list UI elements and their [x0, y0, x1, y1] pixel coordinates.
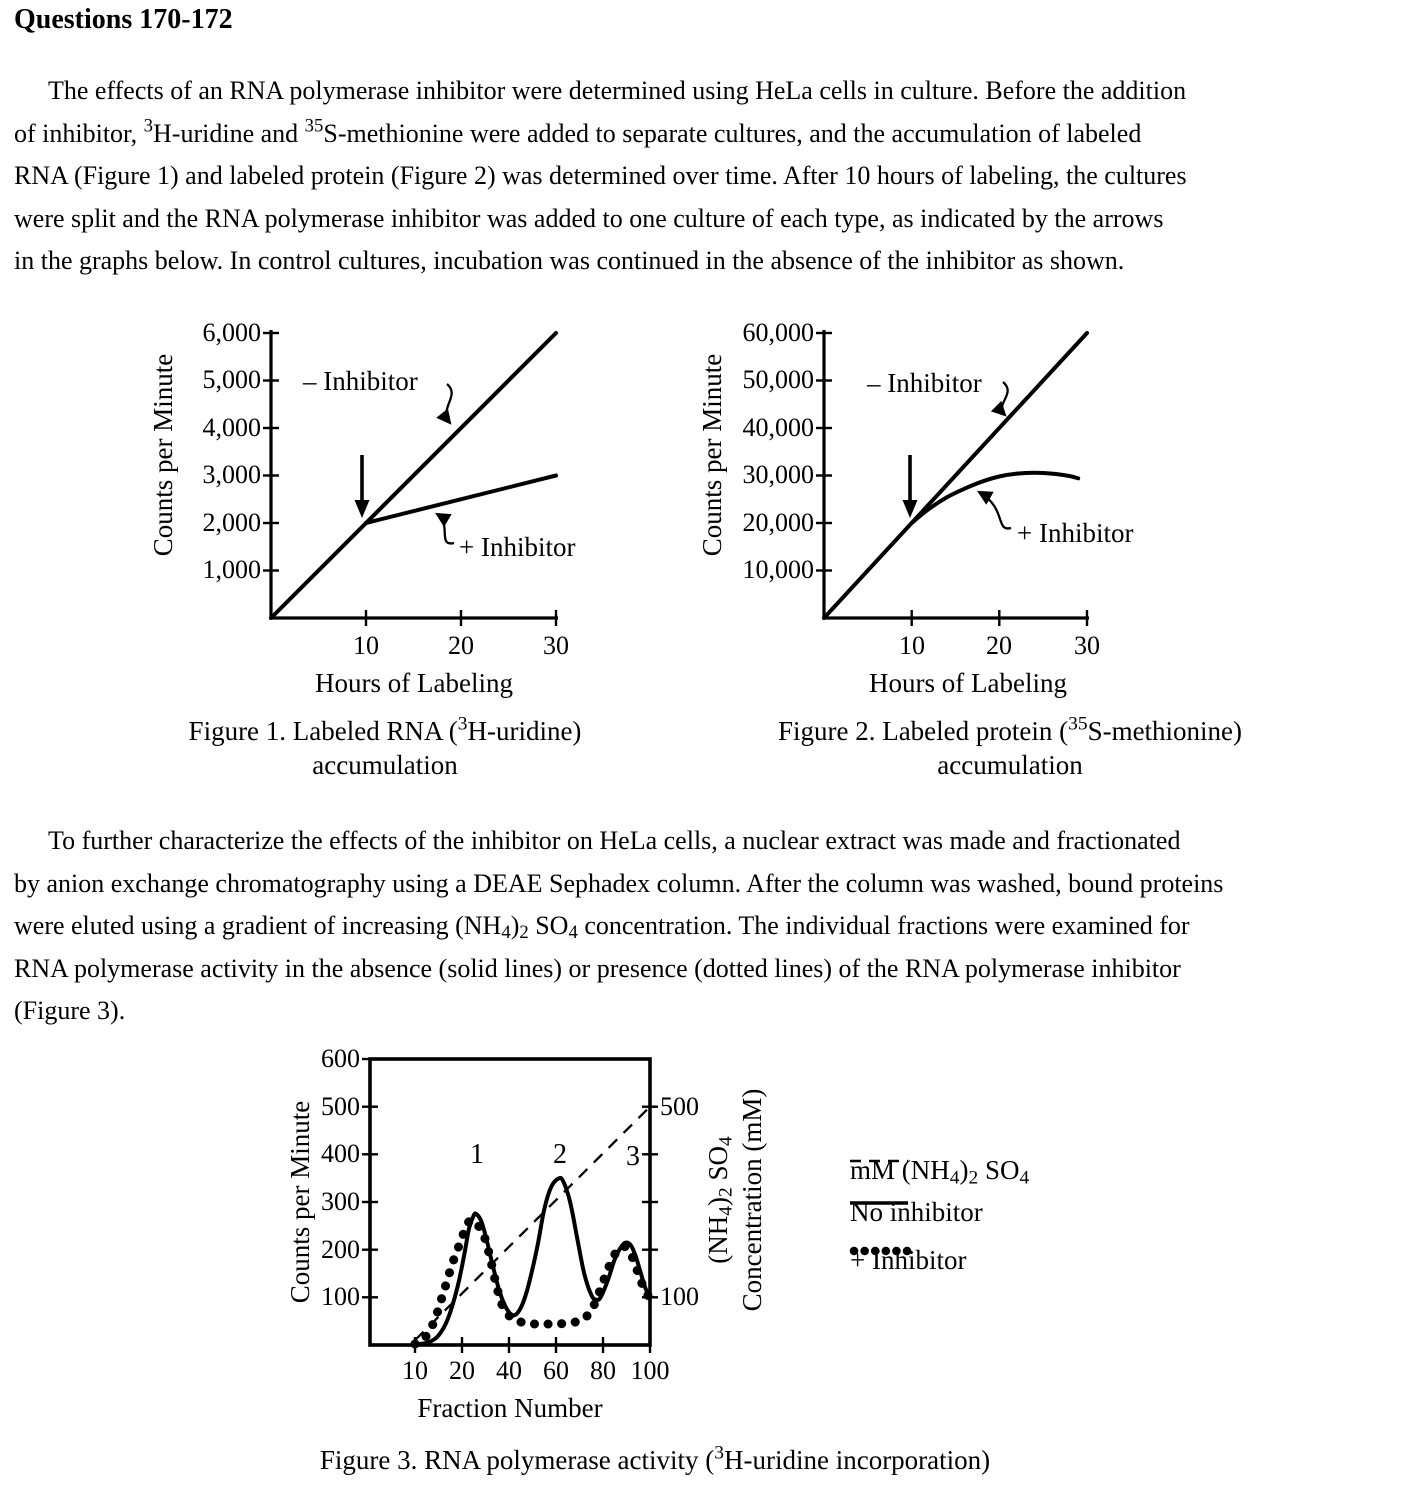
- x-tick-label: 10: [402, 1356, 428, 1385]
- right-axis-label-line2: Concentration (mM): [737, 1088, 767, 1312]
- figure1-chart: [120, 316, 590, 712]
- plus-annotation-connector: [437, 514, 454, 543]
- figure2-caption: [730, 714, 1290, 782]
- y-tick-label: 30,000: [742, 460, 814, 489]
- paragraph-line: in the graphs below. In control cultures, incubation was continued in the absence of the inhibitor as shown.: [14, 246, 1125, 275]
- x-tick-label: 60: [543, 1356, 569, 1385]
- legend-label-no-inhibitor: No inhibitor: [850, 1196, 983, 1227]
- methods-paragraph: [14, 820, 1414, 1033]
- peak2-label: 2: [553, 1139, 567, 1170]
- legend-label-plus-inhibitor: + Inhibitor: [850, 1244, 967, 1275]
- paragraph-line: To further characterize the effects of the inhibitor on HeLa cells, a nuclear extract was made and fractionated: [48, 826, 1181, 855]
- x-tick-label: 20: [449, 1356, 475, 1385]
- x-tick-label: 40: [496, 1356, 522, 1385]
- paragraph-line: The effects of an RNA polymerase inhibitor were determined using HeLa cells in culture. Before the addition: [48, 76, 1187, 105]
- figure1-y-axis-label: Counts per Minute: [148, 353, 178, 557]
- y-tick-label: 300: [321, 1187, 360, 1216]
- minus-annotation-connector: [1002, 382, 1008, 415]
- paragraph-line: were eluted using a gradient of increasing $(NH_4)_2$ $SO_4$ concentration. The individual fractions were examined for: [14, 911, 1190, 944]
- plot-frame: [370, 1059, 650, 1345]
- x-tick-label: 20: [986, 631, 1012, 660]
- plus-inhibitor-curve: [415, 1220, 650, 1344]
- y-tick-label: 600: [321, 1044, 360, 1073]
- paragraph-line: (Figure 3).: [14, 996, 126, 1025]
- right-y-tick-label: 100: [660, 1282, 699, 1311]
- paragraph-line: by anion exchange chromatography using a DEAE Sephadex column. After the column was washed, bound proteins: [14, 868, 1224, 898]
- y-tick-label: 3,000: [202, 460, 261, 489]
- plus-inhibitor-annotation: + Inhibitor: [1017, 518, 1134, 548]
- plus-inhibitor-annotation: + Inhibitor: [459, 532, 576, 562]
- plus-inhibitor-line: [366, 476, 556, 524]
- y-tick-label: 6,000: [202, 318, 261, 347]
- page-title: Questions 170-172: [14, 4, 233, 35]
- x-tick-label: 30: [1074, 631, 1100, 660]
- figure1-caption: [150, 714, 620, 782]
- minus-inhibitor-annotation: – Inhibitor: [867, 368, 982, 398]
- legend-item-plus-inhibitor: [850, 1244, 966, 1276]
- figure3-caption: Figure 3. RNA polymerase activity ($^3$H-uridine incorporation): [319, 1442, 991, 1475]
- figure2-caption-line1: Figure 2. Labeled protein ($^{35}$S-methionine): [777, 713, 1243, 746]
- x-tick-label: 80: [590, 1356, 616, 1385]
- figure2-x-axis-label: Hours of Labeling: [869, 668, 1067, 698]
- intro-paragraph: [14, 70, 1414, 283]
- inhibitor-added-arrowhead: [903, 500, 918, 518]
- y-tick-label: 10,000: [742, 555, 814, 584]
- right-axis-label-line1: $(NH_4)_2$ $SO_4$: [703, 1136, 737, 1264]
- figure1-x-axis-label: Hours of Labeling: [315, 668, 513, 698]
- right-y-tick-label: 500: [660, 1092, 699, 1121]
- minus-annotation-connector: [446, 384, 451, 423]
- paragraph-line: were split and the RNA polymerase inhibitor was added to one culture of each type, as indicated by the arrows: [14, 203, 1164, 233]
- paragraph-line: RNA (Figure 1) and labeled protein (Figure 2) was determined over time. After 10 hours of labeling, the cultures: [14, 161, 1187, 190]
- dashed-line-swatch: [850, 1154, 908, 1168]
- legend-item-no-inhibitor: [850, 1196, 983, 1228]
- x-tick-label: 100: [630, 1356, 670, 1385]
- peak3-label: 3: [626, 1141, 640, 1172]
- paragraph-line: RNA polymerase activity in the absence (solid lines) or presence (dotted lines) of the RNA polymerase inhibitor: [14, 953, 1181, 983]
- dotted-line-swatch: [850, 1244, 908, 1258]
- y-tick-label: 40,000: [742, 413, 814, 442]
- y-tick-label: 4,000: [202, 413, 261, 442]
- figure1-caption-line2: accumulation: [312, 750, 458, 780]
- solid-line-swatch: [850, 1196, 908, 1210]
- y-tick-label: 5,000: [202, 365, 261, 394]
- y-tick-label: 50,000: [742, 365, 814, 394]
- x-tick-label: 20: [448, 631, 474, 660]
- y-tick-label: 2,000: [202, 508, 261, 537]
- legend-item-gradient: [850, 1154, 1029, 1186]
- y-tick-label: 400: [321, 1139, 360, 1168]
- y-tick-label: 100: [321, 1282, 360, 1311]
- figure2-caption-line2: accumulation: [937, 750, 1083, 780]
- salt-gradient-line: [415, 1107, 650, 1341]
- paragraph-line: of inhibitor, $^3$H-uridine and $^{35}$S-methionine were added to separate cultures, and the accumulation of labeled: [14, 115, 1142, 148]
- figure2-y-axis-label: Counts per Minute: [697, 353, 727, 557]
- figure3-right-y-axis-label: [701, 1050, 769, 1350]
- peak1-label: 1: [470, 1139, 484, 1170]
- x-tick-label: 10: [899, 631, 925, 660]
- figure1-caption-line1: Figure 1. Labeled RNA ($^3$H-uridine): [188, 713, 582, 746]
- y-tick-label: 1,000: [202, 555, 261, 584]
- inhibitor-added-arrowhead: [355, 500, 370, 518]
- legend-label-gradient: mM $(NH_4)_2$ $SO_4$: [850, 1154, 1030, 1188]
- plus-annotation-connector: [979, 492, 1011, 528]
- x-tick-label: 30: [543, 631, 569, 660]
- figure3-x-axis-label: Fraction Number: [417, 1393, 603, 1423]
- y-tick-label: 20,000: [742, 508, 814, 537]
- x-tick-label: 10: [353, 631, 379, 660]
- figure3-chart: [270, 1035, 1150, 1445]
- figure2-chart: [680, 316, 1180, 712]
- y-tick-label: 200: [321, 1235, 360, 1264]
- y-tick-label: 60,000: [742, 318, 814, 347]
- y-tick-label: 500: [321, 1092, 360, 1121]
- figure3-left-y-axis-label: Counts per Minute: [285, 1100, 315, 1304]
- minus-inhibitor-annotation: – Inhibitor: [303, 366, 418, 396]
